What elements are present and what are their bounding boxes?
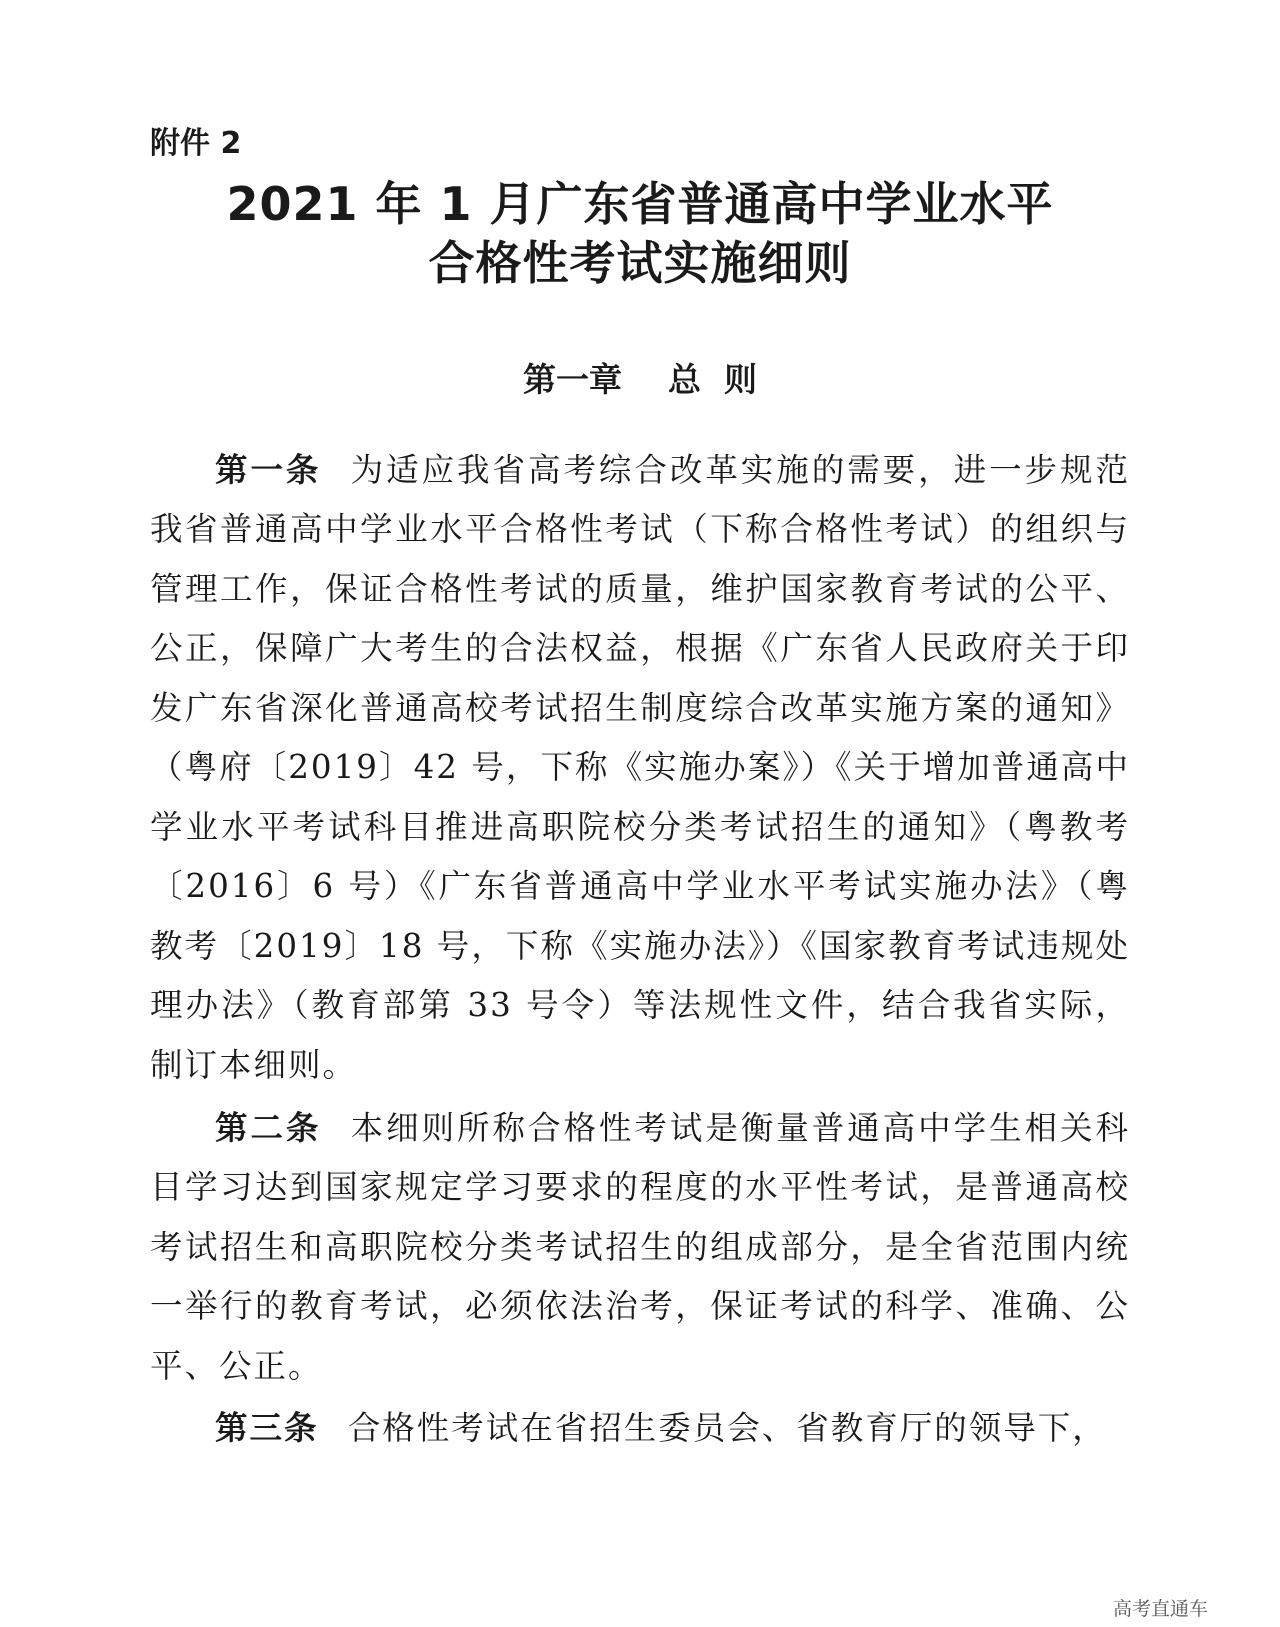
article-2-label: 第二条: [215, 1108, 322, 1147]
article-1-label: 第一条: [215, 450, 322, 489]
article-2-text: 本细则所称合格性考试是衡量普通高中学生相关科目学习达到国家规定学习要求的程度的水平性考试，是普通高校考试招生和高职院校分类考试招生的组成部分，是全省范围内统一举行的教育考试，必须依法治考，保证考试的科学、准确、公平、公正。: [150, 1108, 1130, 1385]
watermark: 高考直通车: [1112, 1598, 1208, 1620]
article-3-text: 合格性考试在省招生委员会、省教育厅的领导下，: [347, 1408, 1107, 1447]
article-1: [150, 441, 1130, 1096]
attachment-label: 附件 2: [150, 126, 242, 161]
document-title-line-2: 合格性考试实施细则: [428, 236, 852, 290]
article-3: [150, 1399, 1130, 1459]
article-2: [150, 1099, 1130, 1397]
article-3-label: 第三条: [215, 1408, 319, 1447]
document-title-line-1: 2021 年 1 月广东省普通高中学业水平: [226, 177, 1054, 231]
chapter-heading: 第一章 总 则: [523, 360, 757, 399]
article-1-text: 为适应我省高考综合改革实施的需要，进一步规范我省普通高中学业水平合格性考试（下称合格性考试）的组织与管理工作，保证合格性考试的质量，维护国家教育考试的公平、公正，保障广大考生的合法权益，根据《广东省人民政府关于印发广东省深化普通高校考试招生制度综合改革实施方案的通知》（粤府〔2019〕42 号，下称《实施办案》）《关于增加普通高中学业水平考试科目推进高职院校分类考试招生的通知》（粤教考〔2016〕6 号）《广东省普通高中学业水平考试实施办法》（粤教考〔2019〕18 号，下称《实施办法》）《国家教育考试违规处理办法》（教育部第 33 号令）等法规性文件，结合我省实际，制订本细则。: [150, 450, 1130, 1084]
